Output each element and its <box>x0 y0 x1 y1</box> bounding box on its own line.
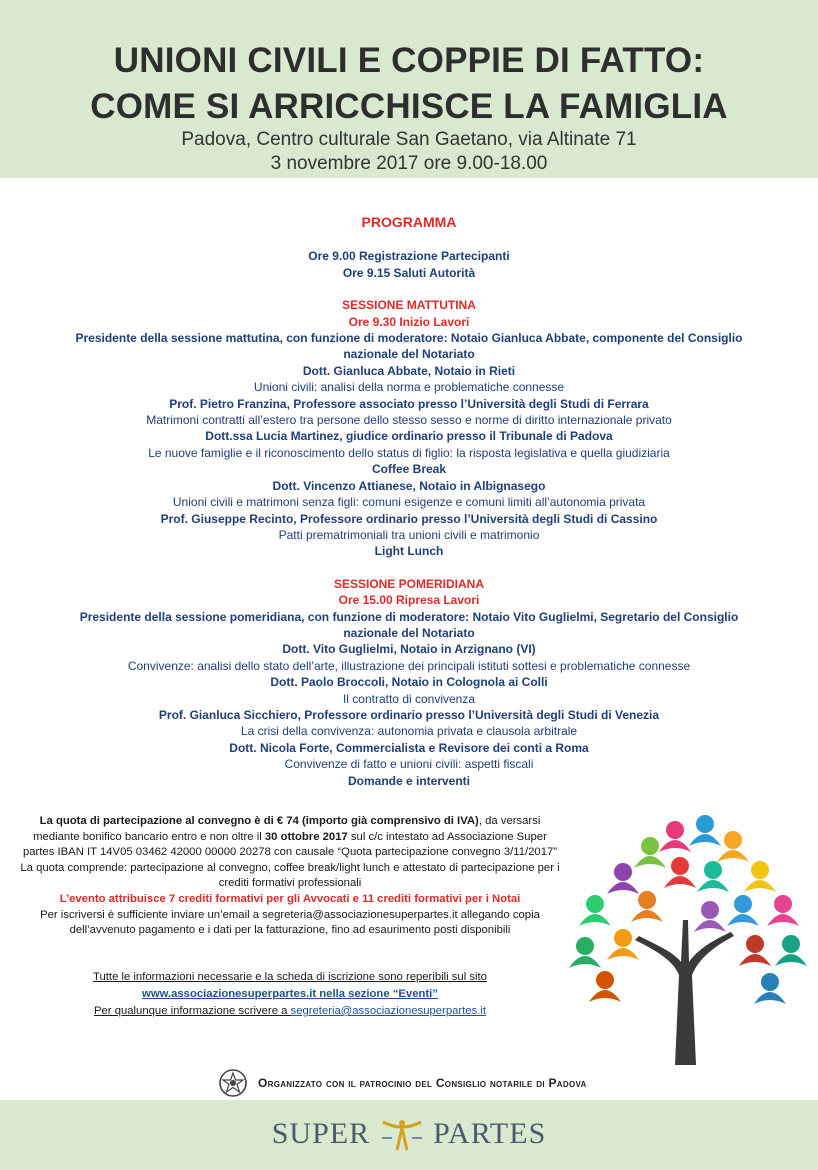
super-partes-logo <box>0 1114 818 1154</box>
topic-line: Il contratto di convivenza <box>342 691 476 706</box>
contact-text: Per qualunque informazione scrivere a <box>93 1005 291 1017</box>
speaker-line: Dott. Nicola Forte, Commercialista e Revisore dei conti a Roma <box>229 740 589 755</box>
topic-line: Convivenze di fatto e unioni civili: aspetti fiscali <box>284 757 534 772</box>
afternoon-session-start: Ore 15.00 Ripresa Lavori <box>338 593 480 608</box>
fee-paragraph <box>20 814 560 861</box>
morning-president: Presidente della sessione mattutina, con funzione di moderatore: Notaio Gianluca Abbate, componente del Consiglio nazionale del Notariato <box>75 331 743 362</box>
fee-text-2: sul c/c intestato ad Associazione Super partes IBAN IT 14V05 03462 42000 00000 20278 con causale “Quota partecipazione convegno 3/11/2017” <box>22 830 558 859</box>
closing-line: Domande e interventi <box>347 773 471 788</box>
afternoon-session-title: SESSIONE POMERIDIANA <box>333 576 485 591</box>
credits-lawyers: L’evento attribuisce 7 crediti formativi per gli Avvocati e <box>59 892 363 905</box>
speaker-line: Prof. Gianluca Sicchiero, Professore ordinario presso l’Università degli Studi di Venezia <box>158 707 660 722</box>
people-tree-illustration <box>555 800 813 1065</box>
break-line: Coffee Break <box>371 462 447 477</box>
registration-info <box>20 814 560 939</box>
topic-line: Convivenze: analisi dello stato dell’arte, illustrazione dei principali istituti sottesi e problematiche connesse <box>127 658 691 673</box>
program-section <box>40 214 778 789</box>
fee-includes: La quota comprende: partecipazione al convegno, coffee break/light lunch e attestato di partecipazione per i crediti formativi professionali <box>20 861 560 890</box>
event-title-line1: UNIONI CIVILI E COPPIE DI FATTO: <box>113 41 705 80</box>
topic-line: Matrimoni contratti all’estero tra persone dello stesso sesso e norme di diritto internazionale privato <box>146 413 672 428</box>
break-line: Light Lunch <box>374 544 444 559</box>
opening-item: Ore 9.15 Saluti Autorità <box>342 265 476 280</box>
speaker-line: Dott.ssa Lucia Martinez, giudice ordinario presso il Tribunale di Padova <box>205 429 613 444</box>
patronage-line <box>218 1066 587 1100</box>
speaker-line: Dott. Vincenzo Attianese, Notaio in Albignasego <box>272 478 546 493</box>
topic-line: La crisi della convivenza: autonomia privata e clausola arbitrale <box>240 724 578 739</box>
footer-band <box>0 1100 818 1170</box>
event-title-line2: COME SI ARRICCHISCE LA FAMIGLIA <box>90 87 728 126</box>
topic-line: Unioni civili e matrimoni senza figli: comuni esigenze e comuni limiti all’autonomia privata <box>172 495 646 510</box>
program-heading: PROGRAMMA <box>361 214 457 230</box>
fee-amount: La quota di partecipazione al convegno è di € 74 (importo già comprensivo di IVA) <box>39 815 479 827</box>
logo-right-word: PARTES <box>433 1117 547 1150</box>
speaker-line: Prof. Giuseppe Recinto, Professore ordinario presso l’Università degli Studi di Cassino <box>160 511 658 526</box>
email-link[interactable]: segreteria@associazionesuperpartes.it <box>290 1005 487 1017</box>
info-availability: Tutte le informazioni necessarie e la scheda di iscrizione sono reperibili sul sito <box>93 971 487 983</box>
event-location: Padova, Centro culturale San Gaetano, via Altinate 71 <box>181 129 637 150</box>
opening-item: Ore 9.00 Registrazione Partecipanti <box>308 249 510 264</box>
morning-session-start: Ore 9.30 Inizio Lavori <box>348 314 470 329</box>
speaker-line: Prof. Pietro Franzina, Professore associato presso l’Università degli Studi di Ferrara <box>169 396 649 411</box>
topic-line: Patti prematrimoniali tra unioni civili e matrimonio <box>278 527 540 542</box>
header-band <box>0 0 818 178</box>
fee-deadline: 30 ottobre 2017 <box>264 830 348 843</box>
website-link[interactable]: www.associazionesuperpartes.it nella sezione “Eventi” <box>142 988 438 1000</box>
topic-line: Unioni civili: analisi della norma e problematiche connesse <box>253 380 565 395</box>
topic-line: Le nuove famiglie e il riconoscimento dello status di figlio: la risposta legislativa e quella giudiziaria <box>148 445 670 460</box>
contact-links <box>20 969 560 1020</box>
credits-line <box>20 892 560 908</box>
contact-line <box>20 1003 560 1020</box>
scales-figure-icon <box>379 1114 425 1154</box>
republic-emblem-icon <box>218 1067 248 1099</box>
credits-notaries: 11 crediti formativi per i Notai <box>362 892 521 905</box>
patronage-text: Organizzato con il patrocinio del Consiglio notarile di Padova <box>258 1076 587 1090</box>
fee-text-1: , da versarsi mediante bonifico bancario entro e non oltre il <box>33 815 541 843</box>
speaker-line: Dott. Gianluca Abbate, Notaio in Rieti <box>302 363 516 378</box>
event-date: 3 novembre 2017 ore 9.00-18.00 <box>270 153 548 174</box>
morning-session-title: SESSIONE MATTUTINA <box>342 298 476 313</box>
logo-left-word: SUPER <box>271 1117 371 1150</box>
tree-trunk <box>635 920 734 1065</box>
speaker-line: Dott. Vito Guglielmi, Notaio in Arzignano (VI) <box>282 642 536 657</box>
signup-instructions: Per iscriversi è sufficiente inviare un’email a segreteria@associazionesuperpartes.it allegando copia dell’avvenuto pagamento e i dati per la fatturazione, fino ad esaurimento posti disponibili <box>40 908 540 937</box>
afternoon-president: Presidente della sessione pomeridiana, con funzione di moderatore: Notaio Vito Guglielmi, Segretario del Consiglio nazionale del Notariato <box>79 609 739 640</box>
speaker-line: Dott. Paolo Broccoli, Notaio in Colognola ai Colli <box>270 675 548 690</box>
